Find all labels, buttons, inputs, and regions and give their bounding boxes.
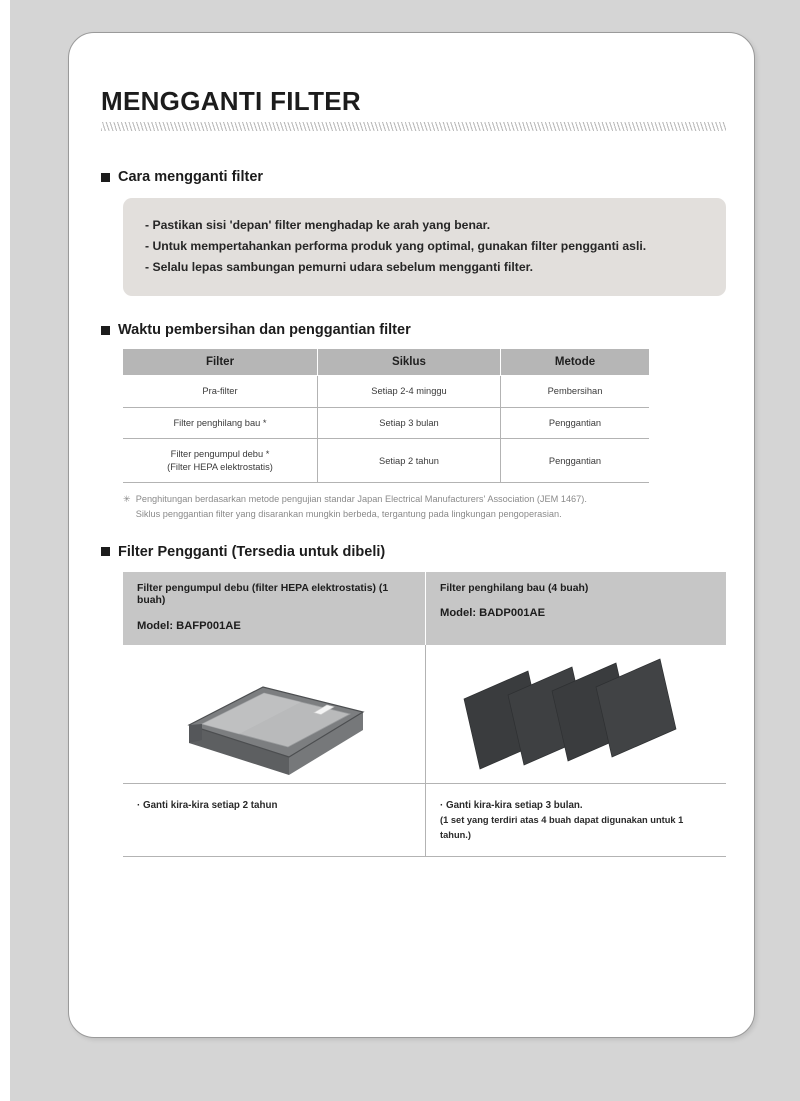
replacement-item-caption-deodorizing (426, 784, 726, 856)
replacement-caption-line: · Ganti kira-kira setiap 2 tahun (137, 800, 278, 812)
replacement-item-caption-hepa (123, 784, 426, 856)
table-row (123, 407, 649, 439)
section-header-schedule (101, 322, 726, 338)
square-bullet-icon (101, 326, 110, 335)
replacement-panel-image-row (123, 645, 726, 784)
cell-cycle: Setiap 3 bulan (318, 407, 501, 439)
replacement-item-model: Model: BADP001AE (440, 607, 546, 620)
footnote-line-1: Penghitungan berdasarkan metode pengujian standar Japan Electrical Manufacturers' Association (JEM 1467). (135, 494, 587, 505)
square-bullet-icon (101, 173, 110, 182)
cell-cycle: Setiap 2 tahun (318, 439, 501, 483)
schedule-table-wrapper (123, 349, 623, 483)
note-line: - Pastikan sisi 'depan' filter menghadap ke arah yang benar. (145, 218, 491, 233)
replacement-item-title: Filter pengumpul debu (filter HEPA elektrostatis) (1 buah) (137, 582, 389, 607)
section-title-replacement: Filter Pengganti (Tersedia untuk dibeli) (118, 543, 386, 560)
page-left-margin-strip (0, 0, 10, 1101)
page-content (101, 88, 726, 857)
filter-schedule-table (123, 349, 649, 483)
cell-filter-name-line2: (Filter HEPA elektrostatis) (167, 461, 273, 472)
section-title-schedule: Waktu pembersihan dan penggantian filter (118, 322, 411, 339)
replacement-item-model: Model: BAFP001AE (137, 619, 241, 632)
replacement-panel-caption-row (123, 784, 726, 856)
footnote-line-2: Siklus penggantian filter yang disarankan mungkin berbeda, tergantung pada lingkungan pengoperasian. (135, 509, 562, 520)
manual-page-card (68, 32, 755, 1038)
note-line: - Selalu lepas sambungan pemurni udara sebelum mengganti filter. (145, 260, 534, 275)
column-header-filter: Filter (123, 349, 318, 376)
replacement-item-title: Filter penghilang bau (4 buah) (440, 582, 589, 594)
replacement-caption-line: · Ganti kira-kira setiap 3 bulan. (440, 800, 583, 812)
cell-filter-name: Pra-filter (123, 376, 318, 408)
how-to-note-box (123, 198, 726, 296)
column-header-method: Metode (501, 349, 650, 376)
hepa-filter-illustration (181, 667, 371, 777)
table-row (123, 439, 649, 483)
replacement-item-image-cell-hepa (123, 645, 426, 783)
replacement-filter-panel (123, 572, 726, 857)
page-title: MENGGANTI FILTER (101, 86, 361, 116)
square-bullet-icon (101, 547, 110, 556)
cell-cycle: Setiap 2-4 minggu (318, 376, 501, 408)
replacement-panel-header-row (123, 572, 726, 645)
replacement-item-header-hepa (123, 572, 426, 645)
cell-method: Penggantian (501, 407, 650, 439)
cell-filter-name-line1: Filter pengumpul debu * (170, 449, 270, 460)
section-title-how-to: Cara mengganti filter (118, 169, 264, 186)
cell-method: Pembersihan (501, 376, 650, 408)
cell-filter-name (123, 439, 318, 483)
section-header-how-to (101, 169, 726, 185)
replacement-item-image-cell-deodorizing (426, 645, 726, 783)
carbon-filter-sheets-illustration (458, 655, 688, 780)
replacement-caption-line: (1 set yang terdiri atas 4 buah dapat digunakan untuk 1 tahun.) (440, 815, 684, 840)
replacement-item-header-deodorizing (426, 572, 726, 645)
title-hatch-rule (101, 122, 726, 131)
table-header-row (123, 349, 649, 376)
table-row (123, 376, 649, 408)
note-line: - Untuk mempertahankan performa produk yang optimal, gunakan filter pengganti asli. (145, 239, 647, 254)
asterisk-icon: ✳ (123, 494, 131, 505)
cell-method: Penggantian (501, 439, 650, 483)
column-header-cycle: Siklus (318, 349, 501, 376)
cell-filter-name: Filter penghilang bau * (123, 407, 318, 439)
schedule-footnote (123, 492, 733, 521)
section-header-replacement (101, 544, 726, 560)
